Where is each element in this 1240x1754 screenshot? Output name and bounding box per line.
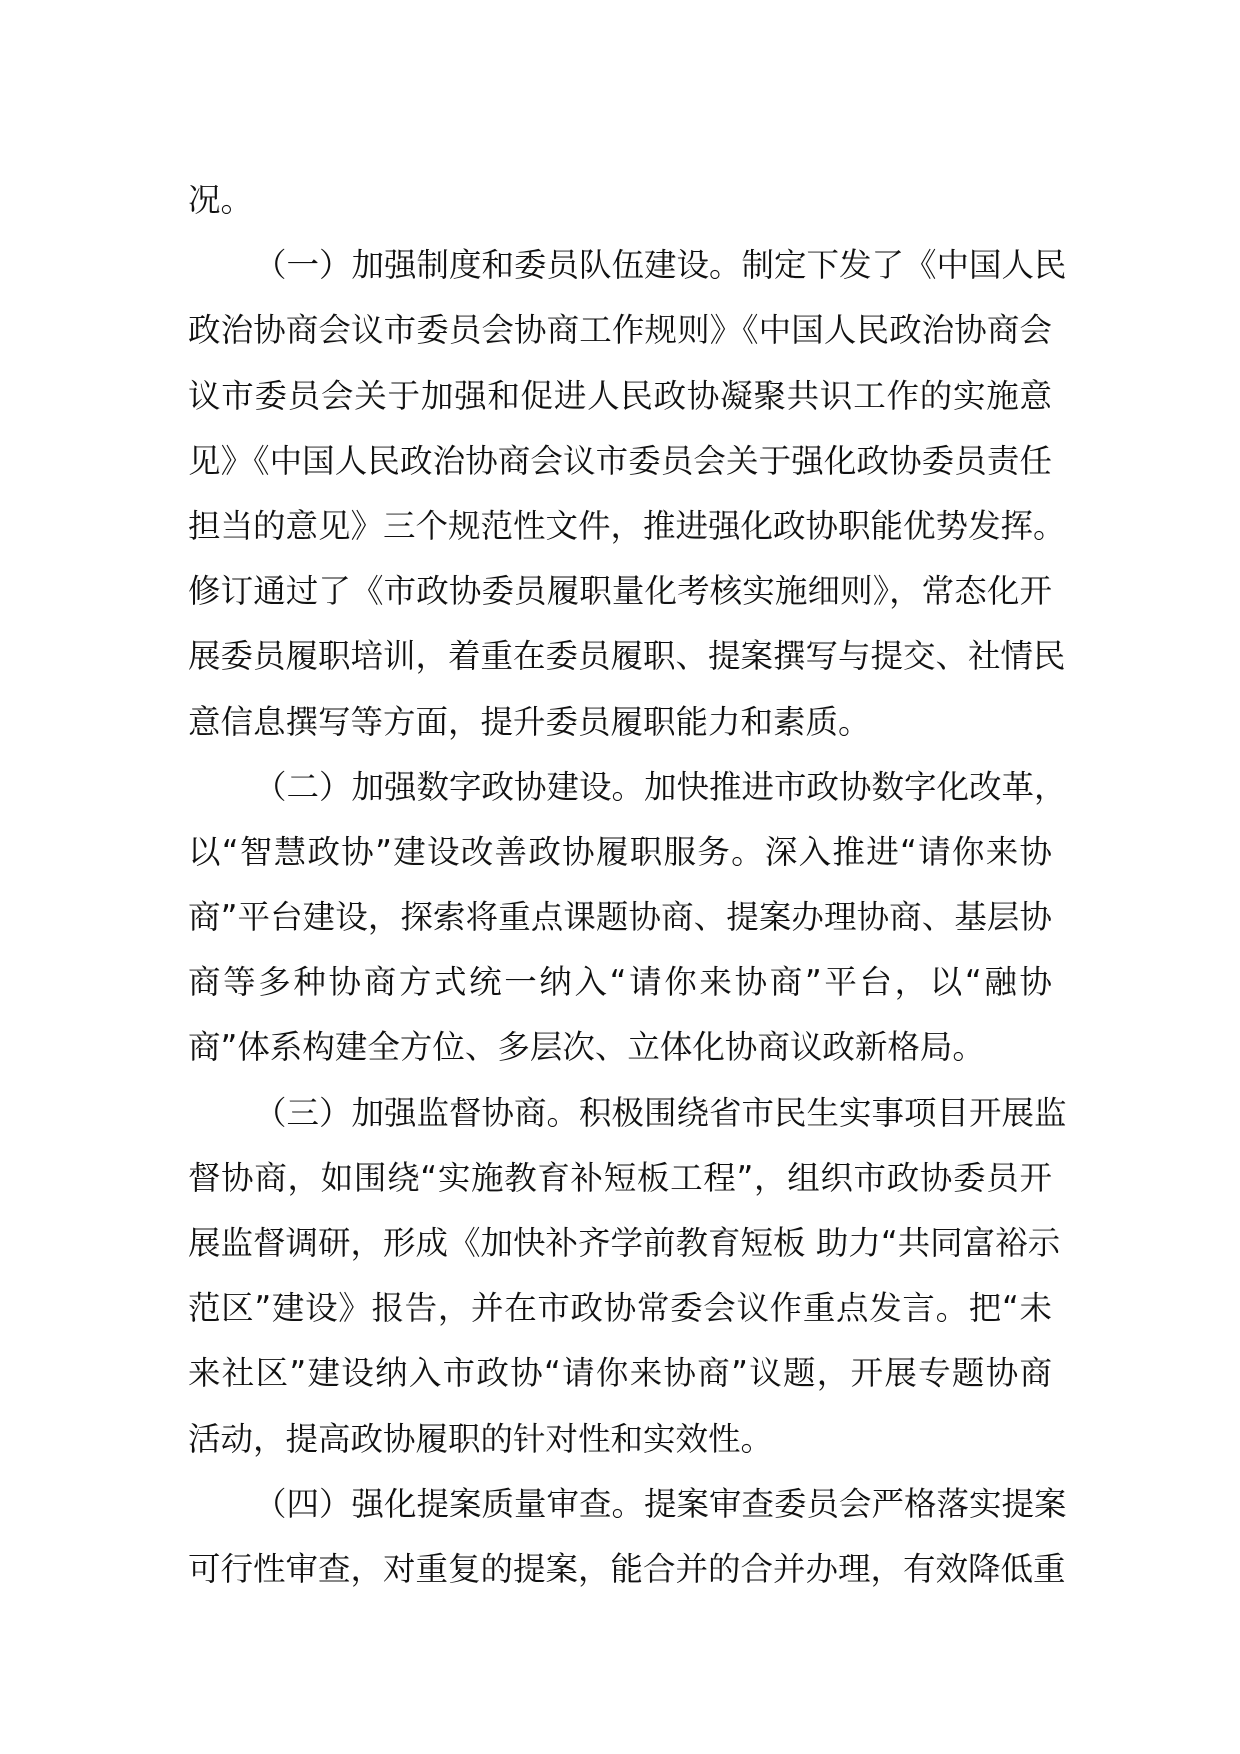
text-line: 来社区”建设纳入市政协“请你来协商”议题，开展专题协商 [188,1354,1052,1393]
text-line: 况。 [188,181,254,219]
text-line: 以“智慧政协”建设改善政协履职服务。深入推进“请你来协 [188,832,1052,871]
section-heading-line: （一）加强制度和委员队伍建设。制定下发了《中国人民 [254,246,1067,285]
text-line: 意信息撰写等方面，提升委员履职能力和素质。 [188,702,871,741]
text-line: 展委员履职培训，着重在委员履职、提案撰写与提交、社情民 [188,637,1066,676]
text-line: 见》《中国人民政治协商会议市委员会关于强化政协委员责任 [188,441,1052,480]
section-heading-line: （三）加强监督协商。积极围绕省市民生实事项目开展监 [254,1093,1067,1132]
text-line: 议市委员会关于加强和促进人民政协凝聚共识工作的实施意 [188,376,1052,415]
text-line: 商等多种协商方式统一纳入“请你来协商”平台，以“融协 [188,963,1052,1002]
text-line: 商”平台建设，探索将重点课题协商、提案办理协商、基层协 [188,898,1052,937]
text-line: 担当的意见》三个规范性文件，推进强化政协职能优势发挥。 [188,506,1066,545]
text-line: 督协商，如围绕“实施教育补短板工程”，组织市政协委员开 [188,1158,1052,1197]
text-line: 商”体系构建全方位、多层次、立体化协商议政新格局。 [188,1028,985,1067]
body-text [188,168,1067,1602]
text-line: 政治协商会议市委员会协商工作规则》《中国人民政治协商会 [188,311,1052,350]
section-heading-line: （二）加强数字政协建设。加快推进市政协数字化改革， [254,767,1067,806]
text-line: 范区”建设》报告，并在市政协常委会议作重点发言。把“未 [188,1289,1052,1328]
text-line: 修订通过了《市政协委员履职量化考核实施细则》，常态化开 [188,572,1052,611]
text-line: 展监督调研，形成《加快补齐学前教育短板 助力“共同富裕示 [188,1224,1061,1262]
text-line: 可行性审查，对重复的提案，能合并的合并办理，有效降低重 [188,1549,1066,1588]
text-line: 活动，提高政协履职的针对性和实效性。 [188,1419,774,1458]
section-heading-line: （四）强化提案质量审查。提案审查委员会严格落实提案 [254,1484,1067,1523]
